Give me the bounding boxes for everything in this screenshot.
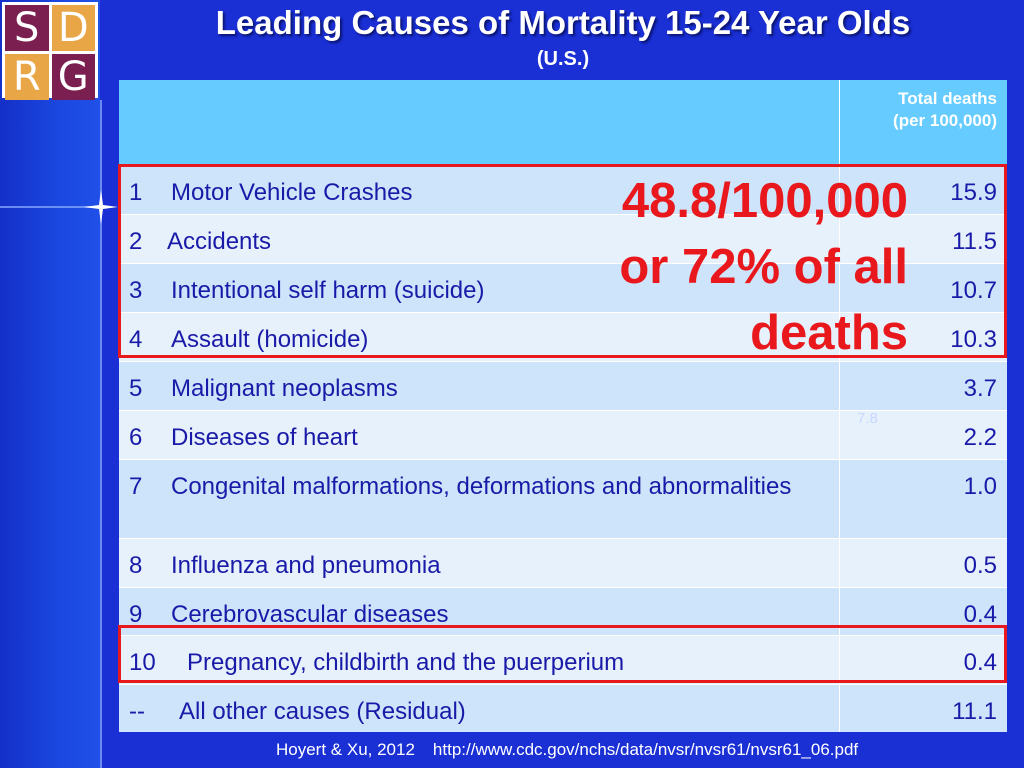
row-rank: 7 xyxy=(129,473,143,500)
slide-subtitle: (U.S.) xyxy=(536,48,590,70)
header-line-2: (per 100,000) xyxy=(893,111,997,130)
row-cause: Diseases of heart xyxy=(171,424,358,451)
row-value: 2.2 xyxy=(839,411,1007,459)
row-cause: Malignant neoplasms xyxy=(171,375,398,402)
row-cause: Influenza and pneumonia xyxy=(171,552,441,579)
table-header xyxy=(119,80,1007,165)
footer-citation xyxy=(276,740,858,760)
row-cause: All other causes (Residual) xyxy=(179,698,466,725)
citation-text: Hoyert & Xu, 2012 xyxy=(276,740,415,759)
callout-line-2: or 72% of all xyxy=(619,240,908,294)
row-cause: Assault (homicide) xyxy=(171,326,369,353)
table-row xyxy=(119,538,1007,587)
row-rank: 1 xyxy=(129,179,143,206)
row-cause: Cerebrovascular diseases xyxy=(171,601,449,628)
slide-title: Leading Causes of Mortality 15-24 Year Olds xyxy=(215,4,911,41)
row-rank: 2 xyxy=(129,228,143,255)
row-value: 1.0 xyxy=(839,460,1007,538)
header-line-1: Total deaths xyxy=(898,89,997,108)
row-rank: 5 xyxy=(129,375,143,402)
logo-letter-s: S xyxy=(5,5,49,51)
total-deaths-header xyxy=(893,88,997,132)
row-rank: 10 xyxy=(129,649,156,676)
row-rank: 8 xyxy=(129,552,143,579)
row-value: 10.7 xyxy=(839,264,1007,312)
row-value: 10.3 xyxy=(839,313,1007,361)
highlight-box-pregnancy xyxy=(118,625,1007,683)
row-rank: 9 xyxy=(129,601,143,628)
row-cause: Congenital malformations, deformations and abnormalities xyxy=(171,473,792,500)
row-value: 3.7 xyxy=(839,362,1007,410)
row-value: 0.4 xyxy=(839,588,1007,635)
row-rank: 6 xyxy=(129,424,143,451)
row-rank: 3 xyxy=(129,277,143,304)
logo-letter-g: G xyxy=(52,54,96,100)
sdrg-logo xyxy=(2,2,98,98)
source-url: http://www.cdc.gov/nchs/data/nvsr/nvsr61/nvsr61_06.pdf xyxy=(432,740,859,759)
faint-value: 7.8 xyxy=(857,410,878,427)
row-value: 11.1 xyxy=(839,685,1007,732)
logo-letter-d: D xyxy=(52,5,96,51)
row-cause: Accidents xyxy=(167,228,272,255)
row-value: 11.5 xyxy=(839,215,1007,263)
row-value: 15.9 xyxy=(839,166,1007,214)
row-cause: Motor Vehicle Crashes xyxy=(171,179,413,206)
table-row xyxy=(119,459,1007,538)
logo-letter-r: R xyxy=(5,54,49,100)
table-row xyxy=(119,361,1007,410)
row-rank: 4 xyxy=(129,326,143,353)
row-cause: Intentional self harm (suicide) xyxy=(171,277,485,304)
row-cause: Pregnancy, childbirth and the puerperium xyxy=(187,649,625,676)
sparkle-icon xyxy=(84,190,118,224)
left-decorative-band xyxy=(0,0,100,768)
table-row xyxy=(119,684,1007,732)
callout-summary xyxy=(530,168,908,366)
callout-line-1: 48.8/100,000 xyxy=(621,174,908,228)
row-rank: -- xyxy=(129,698,145,725)
callout-line-3: deaths xyxy=(750,306,908,360)
row-value: 0.4 xyxy=(839,636,1007,684)
header-divider xyxy=(839,80,840,164)
row-value: 0.5 xyxy=(839,539,1007,587)
